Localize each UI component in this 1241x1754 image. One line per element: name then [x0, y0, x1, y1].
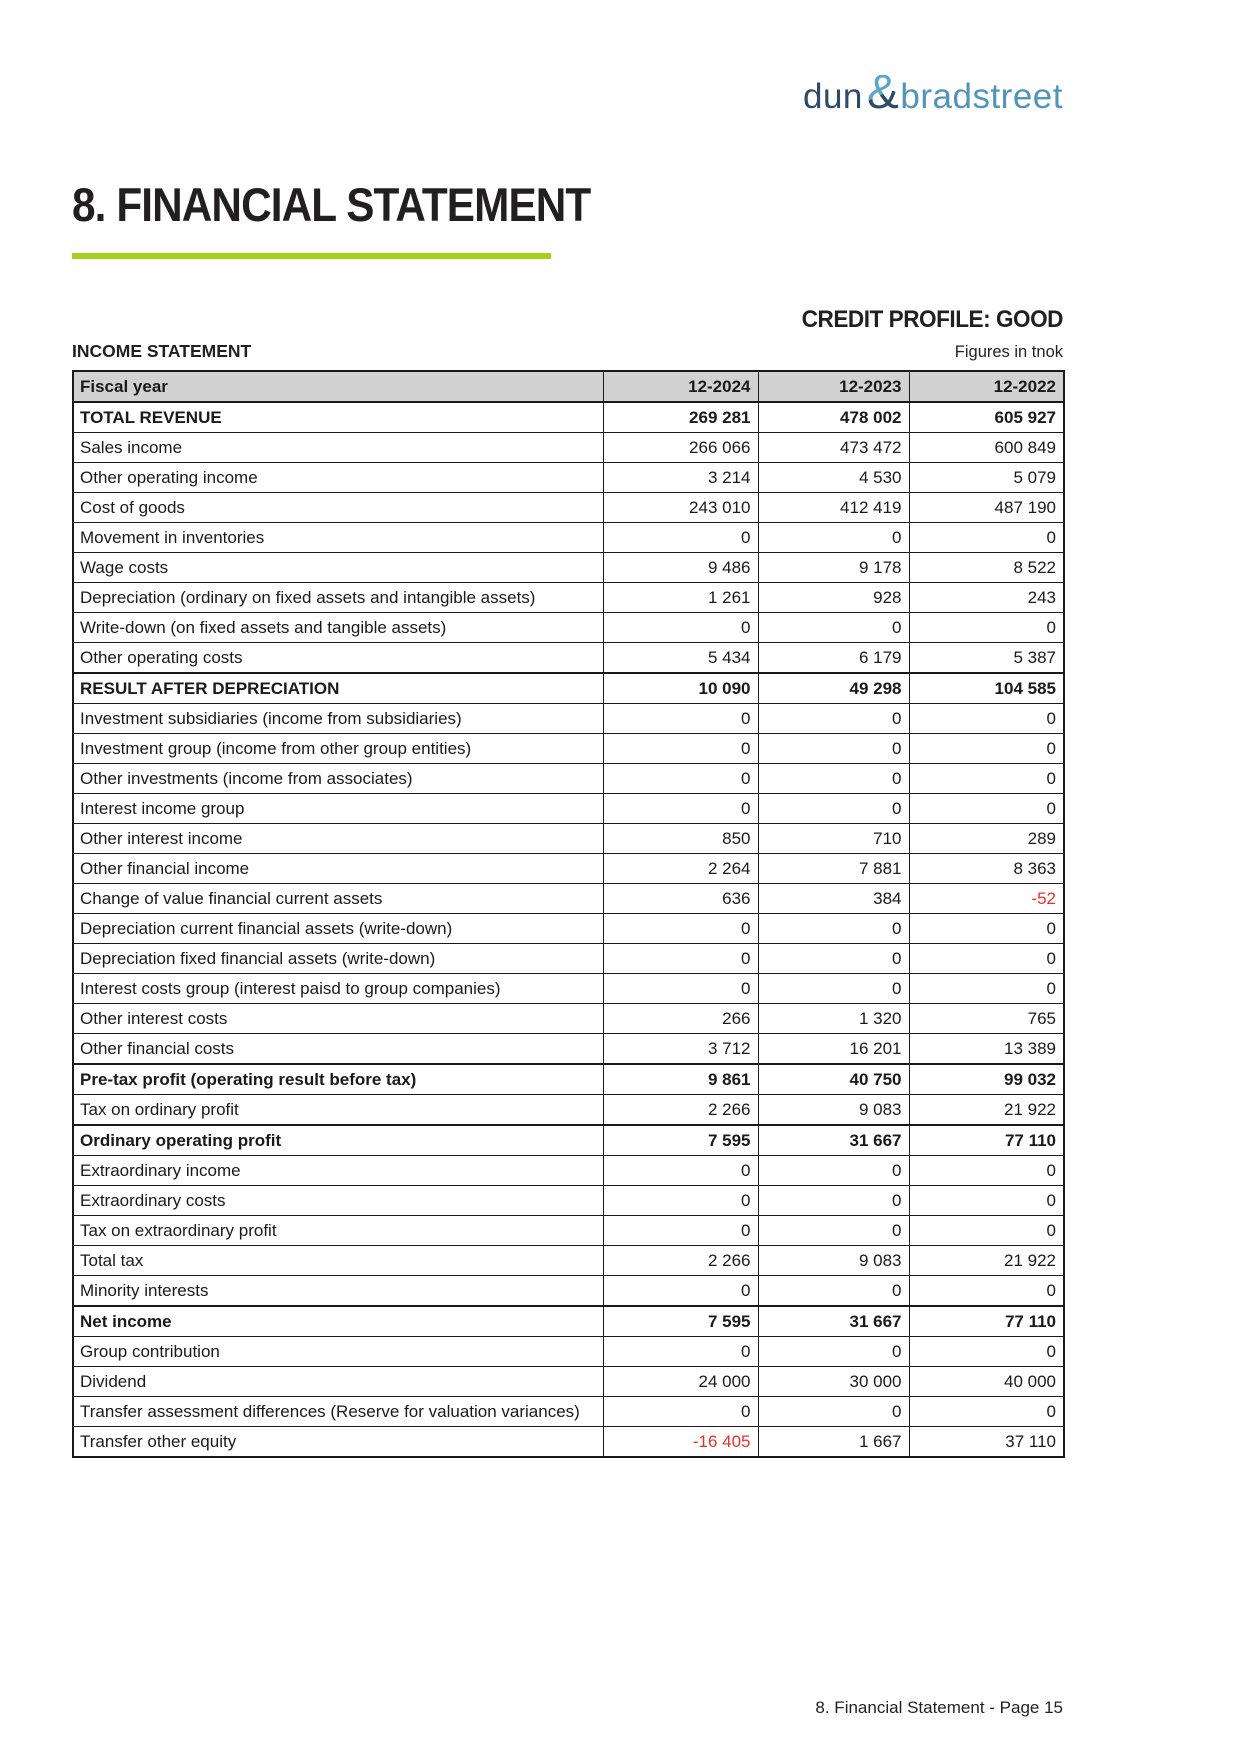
value-cell: 0	[909, 1276, 1064, 1307]
value-cell: 0	[603, 764, 758, 794]
row-label: Ordinary operating profit	[73, 1125, 603, 1156]
value-cell: 0	[758, 1186, 909, 1216]
row-label: Cost of goods	[73, 493, 603, 523]
value-cell: 31 667	[758, 1125, 909, 1156]
row-label: Other operating costs	[73, 643, 603, 674]
row-label: RESULT AFTER DEPRECIATION	[73, 673, 603, 704]
table-row	[73, 1064, 1064, 1095]
value-cell: 24 000	[603, 1367, 758, 1397]
row-label: Write-down (on fixed assets and tangible assets)	[73, 613, 603, 643]
row-label: Other interest costs	[73, 1004, 603, 1034]
value-cell: 7 595	[603, 1306, 758, 1337]
value-cell: 1 667	[758, 1427, 909, 1458]
value-cell: 1 261	[603, 583, 758, 613]
row-label: Total tax	[73, 1246, 603, 1276]
table-row	[73, 433, 1064, 463]
table-row	[73, 1186, 1064, 1216]
row-label: Tax on extraordinary profit	[73, 1216, 603, 1246]
value-cell: 30 000	[758, 1367, 909, 1397]
value-cell: 37 110	[909, 1427, 1064, 1458]
value-cell: 0	[909, 1216, 1064, 1246]
value-cell: 99 032	[909, 1064, 1064, 1095]
value-cell: 765	[909, 1004, 1064, 1034]
row-label: Minority interests	[73, 1276, 603, 1307]
credit-profile-label: CREDIT PROFILE: GOOD	[801, 306, 1063, 333]
value-cell: 0	[909, 914, 1064, 944]
table-row	[73, 1004, 1064, 1034]
value-cell: 3 214	[603, 463, 758, 493]
value-cell: 0	[909, 794, 1064, 824]
fiscal-year-header: Fiscal year	[73, 371, 603, 402]
page-footer: 8. Financial Statement - Page 15	[815, 1698, 1063, 1717]
row-label: Interest income group	[73, 794, 603, 824]
table-row	[73, 1246, 1064, 1276]
page-title: 8. FINANCIAL STATEMENT	[72, 178, 591, 231]
table-row	[73, 824, 1064, 854]
value-cell: 10 090	[603, 673, 758, 704]
value-cell: 412 419	[758, 493, 909, 523]
value-cell: 0	[909, 613, 1064, 643]
value-cell: 5 387	[909, 643, 1064, 674]
column-header-2023: 12-2023	[758, 371, 909, 402]
value-cell: 0	[603, 944, 758, 974]
value-cell: 0	[758, 734, 909, 764]
value-cell: 0	[909, 734, 1064, 764]
value-cell: 0	[758, 613, 909, 643]
figures-unit-note: Figures in tnok	[954, 343, 1063, 361]
table-row	[73, 764, 1064, 794]
logo-ampersand-icon: &	[866, 66, 900, 119]
dun-bradstreet-logo	[802, 66, 1063, 119]
row-label: Wage costs	[73, 553, 603, 583]
value-cell: 4 530	[758, 463, 909, 493]
column-header-2022: 12-2022	[909, 371, 1064, 402]
table-caption-row	[72, 341, 1063, 362]
value-cell: 0	[909, 764, 1064, 794]
row-label: Change of value financial current assets	[73, 884, 603, 914]
value-cell: 0	[909, 704, 1064, 734]
logo-text-bradstreet: bradstreet	[900, 77, 1063, 116]
row-label: Transfer other equity	[73, 1427, 603, 1458]
table-row	[73, 463, 1064, 493]
value-cell: 605 927	[909, 402, 1064, 433]
column-header-2024: 12-2024	[603, 371, 758, 402]
value-cell: 710	[758, 824, 909, 854]
value-cell: 8 363	[909, 854, 1064, 884]
row-label: Extraordinary costs	[73, 1186, 603, 1216]
value-cell: 0	[603, 914, 758, 944]
value-cell: 21 922	[909, 1246, 1064, 1276]
table-row	[73, 1367, 1064, 1397]
value-cell: 289	[909, 824, 1064, 854]
row-label: Other financial income	[73, 854, 603, 884]
logo-text-dun: dun	[802, 77, 863, 116]
value-cell: 0	[758, 1397, 909, 1427]
value-cell: 0	[909, 1337, 1064, 1367]
value-cell: 0	[909, 974, 1064, 1004]
table-row	[73, 1397, 1064, 1427]
table-row	[73, 1156, 1064, 1186]
value-cell: 0	[603, 523, 758, 553]
value-cell: 6 179	[758, 643, 909, 674]
value-cell: 0	[603, 1216, 758, 1246]
value-cell: 5 434	[603, 643, 758, 674]
value-cell: 1 320	[758, 1004, 909, 1034]
row-label: Other investments (income from associates)	[73, 764, 603, 794]
table-body	[73, 402, 1064, 1457]
row-label: TOTAL REVENUE	[73, 402, 603, 433]
value-cell: 49 298	[758, 673, 909, 704]
value-cell: 16 201	[758, 1034, 909, 1065]
value-cell: 21 922	[909, 1095, 1064, 1126]
row-label: Pre-tax profit (operating result before tax)	[73, 1064, 603, 1095]
value-cell: 3 712	[603, 1034, 758, 1065]
value-cell: 0	[909, 1156, 1064, 1186]
value-cell: 0	[909, 944, 1064, 974]
table-row	[73, 974, 1064, 1004]
title-accent-rule	[72, 253, 551, 259]
table-row	[73, 1276, 1064, 1307]
row-label: Interest costs group (interest paisd to group companies)	[73, 974, 603, 1004]
value-cell: 600 849	[909, 433, 1064, 463]
table-row	[73, 402, 1064, 433]
row-label: Other interest income	[73, 824, 603, 854]
value-cell: 0	[603, 1276, 758, 1307]
value-cell: 9 861	[603, 1064, 758, 1095]
table-row	[73, 553, 1064, 583]
value-cell: 2 266	[603, 1246, 758, 1276]
value-cell: 40 000	[909, 1367, 1064, 1397]
value-cell: 31 667	[758, 1306, 909, 1337]
value-cell: 0	[758, 1216, 909, 1246]
table-row	[73, 914, 1064, 944]
value-cell: 0	[758, 974, 909, 1004]
row-label: Depreciation (ordinary on fixed assets and intangible assets)	[73, 583, 603, 613]
value-cell: 9 486	[603, 553, 758, 583]
value-cell: 0	[758, 1337, 909, 1367]
income-statement-label: INCOME STATEMENT	[72, 341, 252, 361]
value-cell: 9 083	[758, 1246, 909, 1276]
value-cell: 7 595	[603, 1125, 758, 1156]
value-cell: 636	[603, 884, 758, 914]
value-cell: 0	[758, 704, 909, 734]
table-row	[73, 613, 1064, 643]
row-label: Dividend	[73, 1367, 603, 1397]
value-cell: 266 066	[603, 433, 758, 463]
value-cell: 7 881	[758, 854, 909, 884]
value-cell: 243	[909, 583, 1064, 613]
value-cell: 243 010	[603, 493, 758, 523]
table-row	[73, 854, 1064, 884]
table-row	[73, 583, 1064, 613]
row-label: Depreciation fixed financial assets (write-down)	[73, 944, 603, 974]
value-cell: 0	[758, 944, 909, 974]
value-cell: 0	[603, 794, 758, 824]
value-cell: 9 083	[758, 1095, 909, 1126]
value-cell: 0	[758, 523, 909, 553]
row-label: Investment subsidiaries (income from subsidiaries)	[73, 704, 603, 734]
value-cell: 0	[603, 704, 758, 734]
row-label: Sales income	[73, 433, 603, 463]
value-cell: 9 178	[758, 553, 909, 583]
row-label: Depreciation current financial assets (write-down)	[73, 914, 603, 944]
value-cell: 487 190	[909, 493, 1064, 523]
value-cell: 473 472	[758, 433, 909, 463]
value-cell: 0	[909, 523, 1064, 553]
value-cell: 0	[603, 1156, 758, 1186]
table-row	[73, 1095, 1064, 1126]
value-cell: 384	[758, 884, 909, 914]
table-row	[73, 1216, 1064, 1246]
value-cell: 2 264	[603, 854, 758, 884]
table-row	[73, 493, 1064, 523]
table-row	[73, 673, 1064, 704]
logo-row	[72, 66, 1063, 121]
value-cell: 13 389	[909, 1034, 1064, 1065]
value-cell: 850	[603, 824, 758, 854]
value-cell: 0	[909, 1397, 1064, 1427]
value-cell: 266	[603, 1004, 758, 1034]
table-row	[73, 1337, 1064, 1367]
row-label: Net income	[73, 1306, 603, 1337]
row-label: Transfer assessment differences (Reserve for valuation variances)	[73, 1397, 603, 1427]
value-cell: 104 585	[909, 673, 1064, 704]
value-cell: 77 110	[909, 1125, 1064, 1156]
table-row	[73, 643, 1064, 674]
table-row	[73, 1034, 1064, 1065]
value-cell: 0	[758, 794, 909, 824]
value-cell: 0	[758, 1156, 909, 1186]
table-row	[73, 734, 1064, 764]
row-label: Group contribution	[73, 1337, 603, 1367]
table-row	[73, 884, 1064, 914]
value-cell: 0	[758, 1276, 909, 1307]
value-cell: 0	[603, 613, 758, 643]
table-header-row	[73, 371, 1064, 402]
value-cell: 77 110	[909, 1306, 1064, 1337]
row-label: Tax on ordinary profit	[73, 1095, 603, 1126]
table-row	[73, 1427, 1064, 1458]
row-label: Investment group (income from other group entities)	[73, 734, 603, 764]
row-label: Extraordinary income	[73, 1156, 603, 1186]
value-cell: 269 281	[603, 402, 758, 433]
value-cell: 0	[758, 764, 909, 794]
value-cell: 478 002	[758, 402, 909, 433]
value-cell: 0	[909, 1186, 1064, 1216]
table-row	[73, 1306, 1064, 1337]
value-cell: -16 405	[603, 1427, 758, 1458]
value-cell: 8 522	[909, 553, 1064, 583]
value-cell: 0	[603, 974, 758, 1004]
row-label: Other operating income	[73, 463, 603, 493]
value-cell: 0	[758, 914, 909, 944]
value-cell: 2 266	[603, 1095, 758, 1126]
value-cell: 0	[603, 1397, 758, 1427]
table-row	[73, 794, 1064, 824]
value-cell: -52	[909, 884, 1064, 914]
row-label: Movement in inventories	[73, 523, 603, 553]
table-row	[73, 523, 1064, 553]
value-cell: 928	[758, 583, 909, 613]
value-cell: 0	[603, 1337, 758, 1367]
row-label: Other financial costs	[73, 1034, 603, 1065]
table-row	[73, 704, 1064, 734]
value-cell: 0	[603, 1186, 758, 1216]
value-cell: 5 079	[909, 463, 1064, 493]
income-statement-table	[72, 370, 1065, 1458]
table-row	[73, 1125, 1064, 1156]
table-row	[73, 944, 1064, 974]
value-cell: 40 750	[758, 1064, 909, 1095]
value-cell: 0	[603, 734, 758, 764]
